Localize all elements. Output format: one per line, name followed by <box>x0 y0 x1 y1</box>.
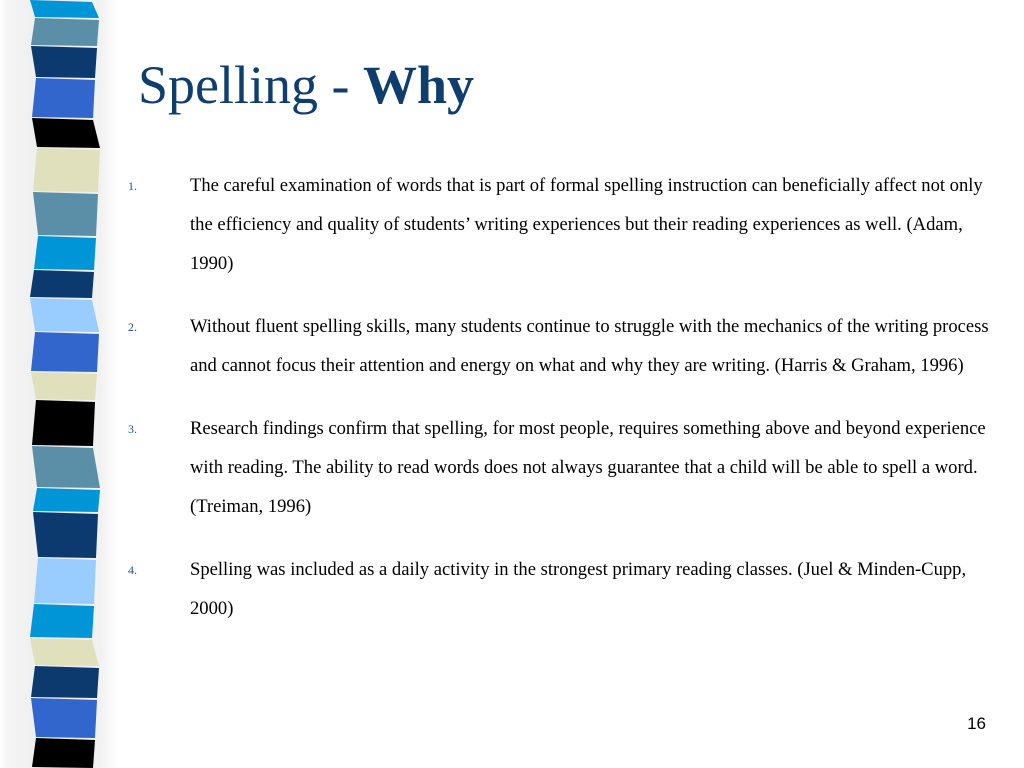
stripe-segment <box>31 666 99 698</box>
list-item <box>128 550 994 628</box>
stripe-segment <box>32 446 100 488</box>
stripe-segment <box>32 400 95 446</box>
numbered-list <box>128 166 994 652</box>
stripe-segment <box>30 638 99 666</box>
list-item-text: Without fluent spelling skills, many students continue to struggle with the mechanics of the writing process and cannot focus their attention and energy on what and why they are writing. (Harris & Graham, 1996) <box>190 316 989 376</box>
list-item-text: Spelling was included as a daily activity in the strongest primary reading classes. (Juel & Minden-Cupp, 2000) <box>190 559 967 619</box>
stripe-segment <box>33 488 100 512</box>
decorative-stripe <box>0 0 118 768</box>
stripe-segment <box>33 148 100 192</box>
slide-number: 16 <box>967 714 986 733</box>
stripe-segment <box>30 604 94 638</box>
list-item <box>128 409 994 526</box>
list-item-text: The careful examination of words that is part of formal spelling instruction can beneficially affect not only the efficiency and quality of students’ writing experiences but their reading experiences as well. (Adam, 1990) <box>190 175 983 274</box>
list-item-text: Research findings confirm that spelling, for most people, requires something above and beyond experience with reading. The ability to read words does not always guarantee that a child will be able to spell a word. (Treiman, 1996) <box>190 418 986 517</box>
stripe-segment <box>34 558 96 604</box>
title-emphasis: Why <box>363 55 475 115</box>
stripe-segment <box>30 298 99 332</box>
stripe-segment <box>31 698 97 738</box>
stripe-segment <box>31 372 97 400</box>
stripe-segment <box>31 46 97 78</box>
list-item <box>128 307 994 385</box>
stripe-segment <box>30 0 99 18</box>
stripe-segment <box>34 236 96 270</box>
title-prefix: Spelling - <box>138 55 363 115</box>
stripe-segment <box>33 512 98 558</box>
list-number: 1. <box>128 179 137 193</box>
list-number: 3. <box>128 422 137 436</box>
stripe-segment <box>31 18 99 46</box>
stripe-segment <box>31 332 99 372</box>
stripe-segment <box>33 192 98 236</box>
stripe-segment <box>30 270 94 298</box>
stripe-segment <box>32 118 100 148</box>
stripe-segment <box>32 78 95 118</box>
list-item <box>128 166 994 283</box>
list-number: 4. <box>128 563 137 577</box>
slide-title <box>138 56 474 115</box>
list-number: 2. <box>128 320 137 334</box>
stripe-segment <box>32 738 95 768</box>
